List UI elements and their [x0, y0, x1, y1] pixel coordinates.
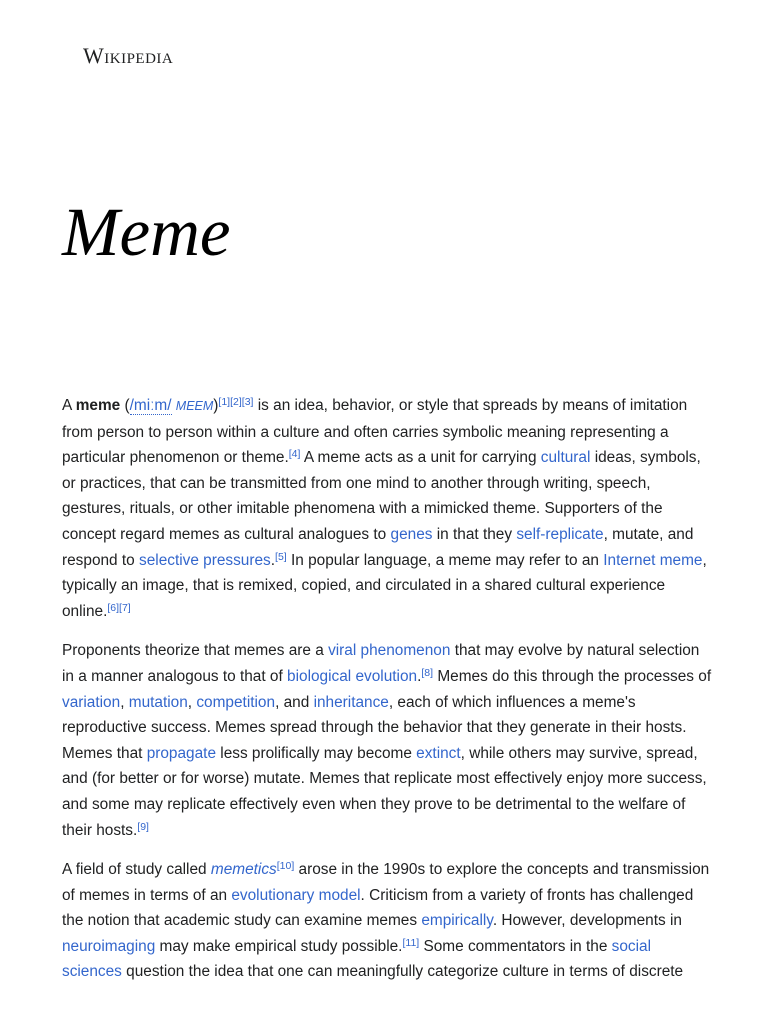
link-inheritance[interactable]: inheritance [313, 693, 389, 711]
link-cultural[interactable]: cultural [540, 449, 591, 467]
link-internet-meme[interactable]: Internet meme [603, 551, 703, 569]
respelling-link[interactable]: MEEM [175, 399, 214, 413]
link-genes[interactable]: genes [390, 525, 433, 543]
link-propagate[interactable]: propagate [146, 744, 217, 762]
link-empirically[interactable]: empirically [421, 912, 493, 930]
link-self-replicate[interactable]: self-replicate [516, 525, 604, 543]
link-neuroimaging[interactable]: neuroimaging [62, 937, 156, 955]
link-mutation[interactable]: mutation [128, 693, 188, 711]
citation[interactable]: [11] [402, 936, 420, 949]
citation[interactable]: [10] [276, 860, 295, 873]
link-selective-pressures[interactable]: selective pressures [139, 551, 271, 569]
link-social-sciences[interactable]: social sciences [62, 937, 652, 981]
citation[interactable]: [5] [275, 550, 287, 563]
citation[interactable]: [9] [137, 820, 149, 833]
citation[interactable]: [7] [119, 601, 131, 614]
link-evolutionary-model[interactable]: evolutionary model [231, 886, 361, 904]
citation[interactable]: [1] [218, 396, 231, 408]
citation[interactable]: [2] [230, 396, 242, 408]
link-biological-evolution[interactable]: biological evolution [287, 667, 418, 685]
citation[interactable]: [8] [421, 666, 434, 679]
paragraph-3: A field of study called memetics[10] arose in the 1990s to explore the concepts and transmission of memes in terms of an evolutionary model. Criticism from a variety of fronts has challenged the notion that academic study can examine memes empirically. However, developments in neuroimaging may make empirical study possible.[11] Some commentators in the social sciences question the idea that one can meaningfully categorize culture in terms of discrete [62, 860, 710, 981]
link-viral-phenomenon[interactable]: viral phenomenon [328, 642, 451, 660]
citation[interactable]: [6] [107, 601, 120, 614]
ipa-pronunciation-link[interactable]: /miːm/ [129, 397, 172, 414]
bold-term: meme [75, 397, 121, 414]
paragraph-1: A meme (/miːm/ MEEM)[1][2][3] is an idea, behavior, or style that spreads by means of imitation from person to person within a culture and often carries symbolic meaning representing a particular phenomenon or theme.[4] A meme acts as a unit for carrying cultural ideas, symbols, or practices, that can be transmitted from one mind to another through writing, speech, gestures, rituals, or other imitable phenomena with a mimicked theme. Supporters of the concept regard memes as cultural analogues to genes in that they self-replicate, mutate, and respond to selective pressures.[5] In popular language, a meme may refer to an Internet meme, typically an image, that is remixed, copied, and circulated in a shared cultural experience online.[6][7] [62, 396, 707, 620]
link-extinct[interactable]: extinct [416, 744, 461, 762]
article-body [62, 393, 712, 999]
citation[interactable]: [4] [288, 448, 301, 461]
page-title: Meme [62, 194, 231, 270]
link-competition[interactable]: competition [196, 693, 276, 711]
citation[interactable]: [3] [241, 396, 254, 408]
link-memetics[interactable]: memetics [210, 861, 277, 879]
link-variation[interactable]: variation [62, 693, 121, 711]
wikipedia-logo[interactable]: Wikipedia [83, 43, 174, 68]
paragraph-2: Proponents theorize that memes are a viral phenomenon that may evolve by natural selection in a manner analogous to that of biological evolution.[8] Memes do this through the processes of variation, mutation, competition, and inheritance, each of which influences a meme's reproductive success. Memes spread through the behavior that they generate in their hosts. Memes that propagate less prolifically may become extinct, while others may survive, spread, and (for better or for worse) mutate. Memes that replicate most effectively enjoy more success, and some may replicate effectively even when they prove to be detrimental to the welfare of their hosts.[9] [62, 642, 712, 839]
